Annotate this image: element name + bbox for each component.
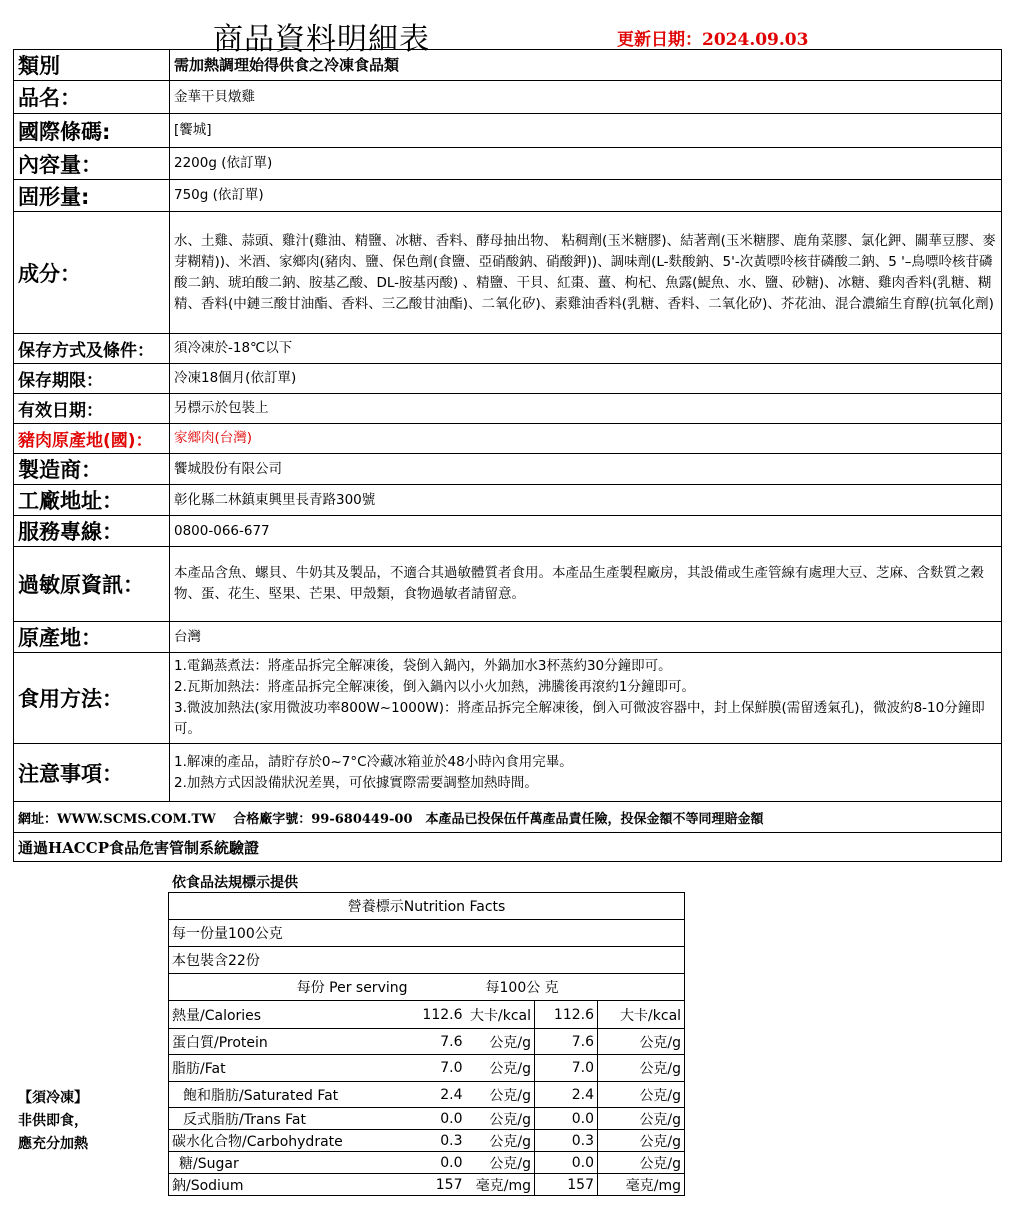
nutrition-row [169,1152,685,1174]
usage-value [170,653,1002,744]
allergen-value: 本產品含魚、螺貝、牛奶其及製品，不適合其過敏體質者食用。本產品生產製程廠房，其設備或生產管線有處理大豆、芝麻、含麩質之穀物、蛋、花生、堅果、芒果、甲殼類，食物過敏者請留意。 [170,547,1002,622]
row-maker [14,454,1002,485]
row-allergen [14,547,1002,622]
nutrient-unit-serving: 公克/g [466,1082,535,1108]
storage-value: 須冷凍於-18℃以下 [170,334,1002,364]
nutrient-value-100: 0.0 [535,1152,598,1174]
nutrient-unit-serving: 公克/g [466,1055,535,1082]
nutrient-unit-100: 公克/g [598,1082,685,1108]
expiry-label: 有效日期： [14,394,170,424]
ingredients-label: 成分： [14,212,170,334]
row-expiry [14,394,1002,424]
factory-label: 工廠地址： [14,485,170,516]
nutrient-name: 飽和脂肪/Saturated Fat [169,1082,411,1108]
barcode-label: 國際條碼: [14,114,170,148]
usage-line: 3.微波加熱法(家用微波功率800W~1000W)：將產品拆完全解凍後，倒入可微波容器中，封上保鮮膜(需留透氣孔)，微波約8-10分鐘即可。 [174,700,985,737]
solid-label: 固形量: [14,180,170,212]
nutrient-name: 反式脂肪/Trans Fat [169,1108,411,1130]
frozen-note-3: 應充分加熱 [18,1136,88,1152]
notice-line: 2.加熱方式因設備狀況差異，可依據實際需要調整加熱時間。 [174,774,538,791]
frozen-note-2: 非供即食， [18,1113,88,1129]
col-per-serving: 每份 Per serving [296,980,408,996]
nutrient-value-100: 0.3 [535,1130,598,1152]
nutrient-name: 碳水化合物/Carbohydrate [169,1130,411,1152]
nutrition-table [168,892,685,1196]
servings-per-package: 本包裝含22份 [169,947,685,974]
page-title: 商品資料明細表 [213,22,430,57]
content-label: 內容量： [14,148,170,180]
serving-size: 每一份量100公克 [169,920,685,947]
usage-line: 2.瓦斯加熱法：將產品拆完全解凍後，倒入鍋內以小火加熱，沸騰後再滾約1分鐘即可。 [174,679,695,695]
footer-website-license: 網址：WWW.SCMS.COM.TW 合格廠字號：99-680449-00 本產品已投保伍仟萬產品責任險，投保金額不等同理賠金額 [14,802,1002,833]
nutrient-value-serving: 7.6 [411,1029,466,1055]
category-label: 類別 [14,50,170,81]
expiry-value: 另標示於包裝上 [170,394,1002,424]
factory-value: 彰化縣二林鎮東興里長青路300號 [170,485,1002,516]
service-label: 服務專線： [14,516,170,547]
solid-value: 750g (依訂單) [170,180,1002,212]
nutrition-row [169,1029,685,1055]
row-footer1 [14,802,1002,833]
nutrient-unit-serving: 公克/g [466,1152,535,1174]
law-note: 依食品法規標示提供 [172,875,298,891]
row-content [14,148,1002,180]
content-value: 2200g (依訂單) [170,148,1002,180]
nutrition-row [169,1055,685,1082]
nutrition-row [169,1130,685,1152]
storage-label: 保存方式及條件： [14,334,170,364]
nutrient-value-100: 7.0 [535,1055,598,1082]
row-service [14,516,1002,547]
nutrient-value-serving: 112.6 [411,1001,466,1029]
row-storage [14,334,1002,364]
row-barcode [14,114,1002,148]
ingredients-value: 水、土雞、蒜頭、雞汁(雞油、精鹽、冰糖、香料、酵母抽出物、 粘稠劑(玉米糖膠)、結著劑(玉米糖膠、鹿角菜膠、氯化鉀、關華豆膠、麥芽糊精))、米酒、家鄉肉(豬肉、鹽、保色劑(食鹽、亞硝酸鈉、硝酸鉀))、調味劑(L-麩酸鈉、5'-次黃嘌呤核苷磷酸二鈉、5 '–鳥嘌呤核苷磷酸二鈉、琥珀酸二鈉、胺基乙酸、DL-胺基丙酸) 、精鹽、干貝、紅棗、薑、枸杞、魚露(鯷魚、水、鹽、砂糖)、冰糖、雞肉香料(乳糖、糊精、香料(中鏈三酸甘油酯、香料、三乙酸甘油酯)、二氧化矽)、素雞油香料(乳糖、香料、二氧化矽)、芥花油、混合濃縮生育醇(抗氧化劑) [170,212,1002,334]
nutrition-row [169,1001,685,1029]
nutrient-unit-serving: 毫克/mg [466,1174,535,1196]
name-label: 品名： [14,81,170,114]
nutrition-row [169,1174,685,1196]
period-label: 保存期限： [14,364,170,394]
nutrient-value-serving: 0.3 [411,1130,466,1152]
service-value: 0800-066-677 [170,516,1002,547]
origin-label: 原產地： [14,622,170,653]
row-period [14,364,1002,394]
nutrient-unit-100: 公克/g [598,1029,685,1055]
nutrient-name: 脂肪/Fat [169,1055,411,1082]
spec-table [13,49,1002,862]
nutrient-unit-100: 大卡/kcal [598,1001,685,1029]
nutrient-value-serving: 2.4 [411,1082,466,1108]
nutrition-serving-row [169,920,685,947]
nutrition-row [169,1108,685,1130]
period-value: 冷凍18個月(依訂單) [170,364,1002,394]
row-factory [14,485,1002,516]
barcode-value: [饗城] [170,114,1002,148]
notice-line: 1.解凍的產品，請貯存於0~7°C冷藏冰箱並於48小時內食用完畢。 [174,753,573,770]
row-usage [14,653,1002,744]
row-solid [14,180,1002,212]
name-value: 金華干貝燉雞 [170,81,1002,114]
row-category [14,50,1002,81]
nutrient-value-100: 112.6 [535,1001,598,1029]
nutrient-unit-serving: 公克/g [466,1108,535,1130]
row-notice [14,744,1002,802]
update-date: 更新日期：2024.09.03 [617,30,809,50]
nutrient-value-100: 0.0 [535,1108,598,1130]
nutrient-value-100: 2.4 [535,1082,598,1108]
nutrient-name: 熱量/Calories [169,1001,411,1029]
category-value: 需加熱調理始得供食之冷凍食品類 [170,50,1002,81]
pork-origin-label: 豬肉原產地(國)： [14,424,170,454]
nutrition-title: 營養標示Nutrition Facts [169,893,685,920]
nutrient-unit-serving: 大卡/kcal [466,1001,535,1029]
nutrient-name: 蛋白質/Protein [169,1029,411,1055]
frozen-note-1: 【須冷凍】 [18,1090,88,1106]
row-pork-origin [14,424,1002,454]
row-name [14,81,1002,114]
usage-label: 食用方法： [14,653,170,744]
nutrient-unit-serving: 公克/g [466,1130,535,1152]
nutrient-name: 鈉/Sodium [169,1174,411,1196]
nutrient-unit-100: 公克/g [598,1055,685,1082]
maker-label: 製造商： [14,454,170,485]
row-origin [14,622,1002,653]
row-footer2 [14,833,1002,862]
nutrient-value-100: 7.6 [535,1029,598,1055]
nutrient-unit-100: 毫克/mg [598,1174,685,1196]
nutrient-unit-100: 公克/g [598,1130,685,1152]
notice-value [170,744,1002,802]
origin-value: 台灣 [170,622,1002,653]
nutrient-name: 糖/Sugar [169,1152,411,1174]
nutrition-servings-row [169,947,685,974]
pork-origin-value: 家鄉肉(台灣) [170,424,1002,454]
header-spacer [411,974,466,1001]
nutrient-value-serving: 157 [411,1174,466,1196]
maker-value: 饗城股份有限公司 [170,454,1002,485]
notice-label: 注意事項： [14,744,170,802]
footer-haccp: 通過HACCP食品危害管制系統驗證 [14,833,1002,862]
nutrient-value-serving: 0.0 [411,1108,466,1130]
nutrient-value-serving: 0.0 [411,1152,466,1174]
row-ingredients [14,212,1002,334]
usage-line: 1.電鍋蒸煮法：將產品拆完全解凍後，袋倒入鍋內，外鍋加水3杯蒸約30分鐘即可。 [174,658,672,674]
nutrient-unit-serving: 公克/g [466,1029,535,1055]
nutrient-value-serving: 7.0 [411,1055,466,1082]
nutrient-unit-100: 公克/g [598,1152,685,1174]
col-per-100: 每100公 克 [466,974,685,1001]
nutrition-title-row [169,893,685,920]
col-per-serving-spacer [169,974,411,1001]
nutrition-header-row [169,974,685,1001]
allergen-label: 過敏原資訊： [14,547,170,622]
nutrition-row [169,1082,685,1108]
nutrient-unit-100: 公克/g [598,1108,685,1130]
nutrient-value-100: 157 [535,1174,598,1196]
